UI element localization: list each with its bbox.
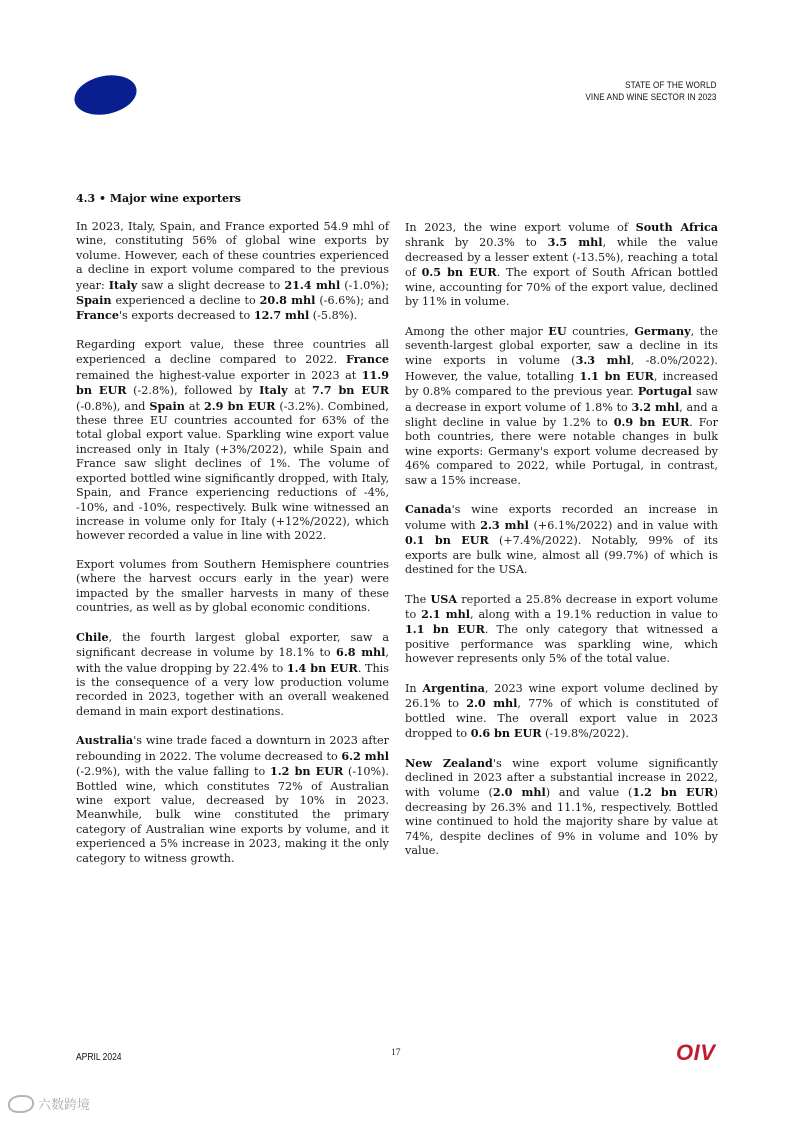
watermark-logo-icon (8, 1095, 34, 1113)
text-run: , 2023 wine export volume declined by 26.1% to (405, 681, 718, 711)
bold-text-run: 3.5 mhl (547, 235, 603, 250)
bold-text-run: Spain (76, 293, 112, 308)
text-run: , while the value decreased by a lesser extent (-13.5%), reaching a total of (405, 236, 718, 280)
bold-text-run: 1.1 bn EUR (579, 368, 654, 383)
text-run: . The only category that witnessed a positive performance was sparkling wine, which however represents only 5% of the total value. (405, 623, 719, 666)
text-run: (-10%). Bottled wine, which constitutes 72% of Australian wine export value, decreased by 10% in 2023. Meanwhile, bulk wine constituted the primary category of Australian wine exports by volume, and it experienced a 5% increase in 2023, making it the only category to witness growth. (76, 765, 389, 865)
watermark-text: 六数跨境 (38, 1098, 91, 1113)
text-run: shrank by 20.3% to (405, 236, 548, 250)
text-run: , the seventh-largest global exporter, saw a decline in its wine exports in volume ( (405, 324, 718, 368)
bold-text-run: 2.3 mhl (480, 517, 529, 532)
text-run: ) decreasing by 26.3% and 11.1%, respectively. Bottled wine continued to hold the majority share by value at 74%, despite declines of 9% in volume and 10% by value. (405, 786, 718, 857)
text-run: at (184, 399, 204, 413)
text-run: countries, (566, 324, 635, 338)
bold-text-run: 7.7 bn EUR (312, 383, 389, 398)
text-run: The (405, 592, 431, 606)
bold-text-run: 1.2 bn EUR (269, 764, 344, 779)
bold-text-run: 1.4 bn EUR (286, 660, 358, 675)
header-line-1: STATE OF THE WORLD (625, 80, 717, 91)
header-line-2: VINE AND WINE SECTOR IN 2023 (585, 92, 717, 103)
bold-text-run: 1.2 bn EUR (632, 785, 714, 800)
text-run: , and a slight decline in value by 1.2% to (405, 400, 718, 430)
section-title: 4.3 • Major wine exporters (76, 192, 241, 205)
bold-text-run: 3.3 mhl (575, 353, 631, 368)
text-run: Among the other major (405, 324, 549, 338)
bold-text-run: 2.1 mhl (421, 606, 471, 621)
paragraph (405, 324, 718, 488)
bold-text-run: New Zealand (405, 755, 493, 770)
bold-text-run: 21.4 mhl (284, 277, 341, 292)
right-column (405, 220, 718, 873)
bold-text-run: 3.2 mhl (631, 399, 680, 414)
bold-text-run: South Africa (635, 220, 719, 234)
text-run: , increased by 0.8% compared to the previous year. (405, 369, 718, 399)
text-run: 's wine exports recorded an increase in volume with (405, 503, 718, 532)
text-run: (+7.4%/2022). Notably, 99% of its exports are bulk wine, almost all (99.7%) of which is destined for the USA. (405, 534, 718, 576)
text-run: (-6.6%); and (315, 294, 389, 308)
text-run: (-3.2%). Combined, these three EU countries accounted for 63% of the total global export value. Sparkling wine export value increased only in Italy (+3%/2022), while Spain and France saw slight declines of 1%. The volume of exported bottled wine significantly dropped, with Italy, Spain, and France experiencing reductions of -4%, -10%, and -10%, respectively. Bulk wine witnessed an increase in volume only for Italy (+12%/2022), which however recorded a value in line with 2022. (76, 399, 389, 543)
text-run: ) and value ( (545, 786, 633, 800)
text-run: (-2.8%), followed by (126, 384, 260, 398)
bold-text-run: France (346, 352, 389, 367)
bold-text-run: 1.1 bn EUR (405, 622, 485, 637)
text-run: reported a 25.8% decrease in export volume to (405, 592, 718, 621)
text-run: 's exports decreased to (118, 309, 254, 323)
footer-date: APRIL 2024 (76, 1052, 122, 1063)
bold-text-run: 6.2 mhl (341, 748, 389, 763)
bold-text-run: Italy (108, 277, 138, 292)
bold-text-run: 20.8 mhl (259, 293, 316, 308)
text-run: 's wine trade faced a downturn in 2023 after rebounding in 2022. The volume decreased to (76, 734, 389, 763)
paragraph (405, 592, 718, 667)
paragraph (405, 220, 718, 309)
bold-text-run: USA (430, 591, 458, 606)
running-header (586, 80, 717, 104)
text-run: (-2.9%), with the value falling to (76, 765, 270, 779)
text-run: , with the value dropping by 22.4% to (76, 646, 389, 675)
paragraph (76, 558, 389, 616)
text-run: , along with a 19.1% reduction in value to (470, 607, 718, 621)
paragraph (405, 756, 718, 859)
text-run: Regarding export value, these three countries all experienced a decline compared to 2022. (76, 338, 389, 367)
bold-text-run: Portugal (637, 384, 692, 399)
bold-text-run: Australia (76, 733, 134, 748)
bold-text-run: Argentina (422, 680, 485, 695)
bold-text-run: Canada (405, 502, 452, 517)
text-run: , 77% of which is constituted of bottled wine. The overall export value in 2023 dropped to (405, 697, 718, 740)
paragraph (76, 220, 389, 324)
text-run: (-1.0%); (340, 278, 389, 292)
text-run: Export volumes from Southern Hemisphere countries (where the harvest occurs early in the year) were impacted by the smaller harvests in many of these countries, as well as by global economic conditions. (76, 557, 389, 615)
bold-text-run: Chile (76, 629, 109, 644)
paragraph (76, 338, 389, 544)
bold-text-run: 0.1 bn EUR (405, 533, 489, 548)
bold-text-run: 2.0 mhl (466, 696, 518, 711)
bold-text-run: Germany (634, 323, 691, 338)
text-run: . The export of South African bottled wine, accounting for 70% of the export value, declined by 11% in volume. (405, 266, 719, 309)
paragraph (405, 502, 718, 577)
text-run: In (405, 681, 423, 695)
bold-text-run: Italy (259, 383, 288, 398)
bold-text-run: 11.9 bn EUR (76, 367, 389, 398)
text-run: (-19.8%/2022). (541, 726, 629, 740)
text-run: In 2023, the wine export volume of (405, 221, 636, 234)
paragraph (76, 630, 389, 719)
report-logo-shape (71, 70, 141, 120)
paragraph (76, 733, 389, 866)
bold-text-run: 2.0 mhl (492, 785, 546, 800)
text-run: In 2023, Italy, Spain, and France exported 54.9 mhl of wine, constituting 56% of global wine exports by volume. However, each of these countries experienced a decline in export volume compared to the previous year: (76, 220, 389, 292)
watermark (8, 1094, 90, 1113)
text-run: 's wine export volume significantly declined in 2023 after a substantial increase in 2022, with volume ( (405, 756, 718, 800)
text-run: (+6.1%/2022) and in value with (528, 518, 718, 532)
bold-text-run: 6.8 mhl (336, 645, 386, 660)
text-run: . For both countries, there were notable changes in bulk wine exports: Germany's export volume decreased by 46% compared to 2022, while Portugal, in contrast, saw a 15% increase. (405, 416, 718, 487)
bold-text-run: France (76, 308, 119, 323)
text-run: experienced a decline to (111, 294, 260, 308)
bold-text-run: 0.9 bn EUR (613, 415, 690, 430)
text-run: . This is the consequence of a very low production volume recorded in 2023, together with an overall weakened demand in main export destinations. (76, 661, 389, 718)
bold-text-run: EU (548, 323, 567, 338)
oiv-logo: OIV (676, 1040, 716, 1065)
text-run: at (287, 384, 313, 398)
bold-text-run: 2.9 bn EUR (203, 398, 276, 413)
page-number: 17 (391, 1048, 401, 1058)
paragraph (405, 681, 718, 742)
text-run: , the fourth largest global exporter, saw a significant decrease in volume by 18.1% to (76, 630, 389, 660)
bold-text-run: 12.7 mhl (253, 308, 310, 323)
text-run: (-5.8%). (309, 309, 358, 323)
text-run: , -8.0%/2022). However, the value, totalling (405, 354, 718, 383)
left-column (76, 220, 389, 880)
text-run: saw a decrease in export volume of 1.8% to (405, 385, 719, 414)
bold-text-run: Spain (149, 398, 185, 413)
bold-text-run: 0.5 bn EUR (421, 265, 497, 280)
text-run: (-0.8%), and (76, 399, 150, 413)
text-run: remained the highest-value exporter in 2023 at (76, 368, 362, 382)
bold-text-run: 0.6 bn EUR (470, 725, 542, 740)
text-run: saw a slight decrease to (137, 278, 285, 292)
